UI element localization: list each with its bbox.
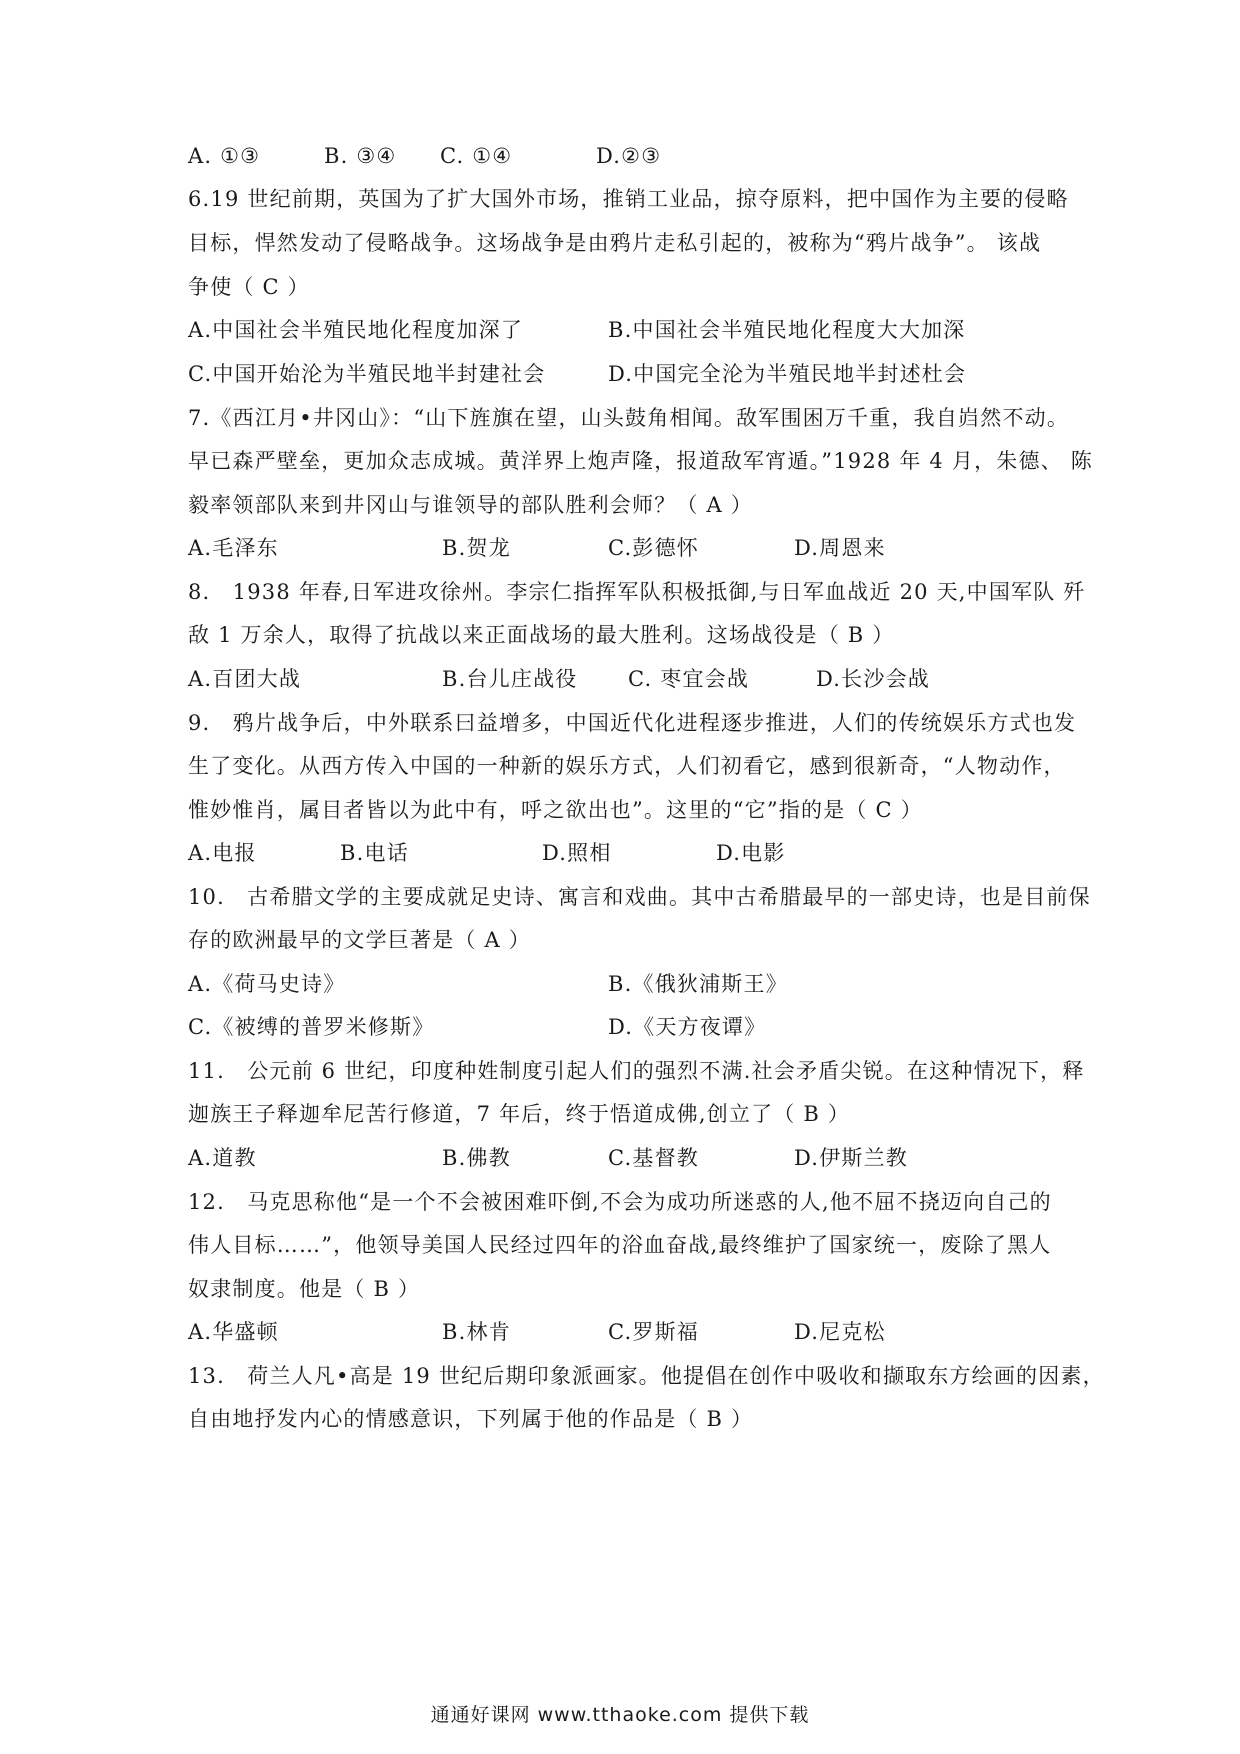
- q7-line-2: 早已森严壁垒，更加众志成城。黄洋界上炮声隆，报道敌军宵遁。”1928 年 4 月，朱德、 陈: [188, 449, 1093, 473]
- q13-line-2: 自由地抒发内心的情感意识，下列属于他的作品是（ B ）: [188, 1407, 754, 1431]
- q8-option-d: D.长沙会战: [816, 667, 930, 691]
- q9-option-d: D.电影: [716, 841, 786, 865]
- q6-option-a: A.中国社会半殖民地化程度加深了: [188, 318, 524, 342]
- q10-option-b: B.《俄狄浦斯王》: [608, 972, 788, 996]
- q10-option-c: C.《被缚的普罗米修斯》: [188, 1015, 435, 1039]
- q5-option-c: C. ①④: [440, 144, 513, 168]
- q6-option-b: B.中国社会半殖民地化程度大大加深: [608, 318, 966, 342]
- q5-option-b: B. ③④: [324, 144, 397, 168]
- q12-option-d: D.尼克松: [794, 1320, 886, 1344]
- q10-line-2: 存的欧洲最早的文学巨著是（ A ）: [188, 928, 531, 952]
- q11-line-2: 迦族王子释迦牟尼苦行修道，7 年后，终于悟道成佛,创立了（ B ）: [188, 1102, 851, 1126]
- q12-option-c: C.罗斯福: [608, 1320, 699, 1344]
- q11-option-d: D.伊斯兰教: [794, 1146, 908, 1170]
- q7-option-c: C.彭德怀: [608, 536, 699, 560]
- q6-line-3: 争使（ C ）: [188, 275, 310, 299]
- q5-option-d: D.②③: [596, 144, 662, 168]
- q12-option-a: A.华盛顿: [188, 1320, 279, 1344]
- q6-option-c: C.中国开始沦为半殖民地半封建社会: [188, 362, 546, 386]
- q13-line-1: 13. 荷兰人凡•高是 19 世纪后期印象派画家。他提倡在创作中吸收和撷取东方绘画的因素，: [188, 1364, 1105, 1388]
- q11-option-b: B.佛教: [442, 1146, 511, 1170]
- q7-line-3: 毅率领部队来到井冈山与谁领导的部队胜利会师？（ A ）: [188, 493, 753, 517]
- q9-option-c: D.照相: [542, 841, 612, 865]
- q7-option-a: A.毛泽东: [188, 536, 279, 560]
- q6-line-2: 目标，悍然发动了侵略战争。这场战争是由鸦片走私引起的，被称为“鸦片战争”。 该战: [188, 231, 1042, 255]
- page-footer: 通通好课网 www.tthaoke.com 提供下载: [430, 1704, 810, 1726]
- q11-line-1: 11. 公元前 6 世纪，印度种姓制度引起人们的强烈不满.社会矛盾尖锐。在这种情况下，释: [188, 1059, 1085, 1083]
- q11-option-a: A.道教: [188, 1146, 257, 1170]
- q9-option-b: B.电话: [340, 841, 409, 865]
- q10-option-d: D.《天方夜谭》: [608, 1015, 767, 1039]
- q9-line-1: 9. 鸦片战争后，中外联系曰益增多，中国近代化进程逐步推进，人们的传统娱乐方式也发: [188, 711, 1077, 735]
- q10-line-1: 10. 古希腊文学的主要成就足史诗、寓言和戏曲。其中古希腊最早的一部史诗，也是目前保: [188, 885, 1091, 909]
- q8-option-a: A.百团大战: [188, 667, 302, 691]
- q9-option-a: A.电报: [188, 841, 257, 865]
- q8-line-2: 敌 1 万余人，取得了抗战以来正面战场的最大胜利。这场战役是（ B ）: [188, 623, 895, 647]
- q9-line-2: 生了变化。从西方传入中国的一种新的娱乐方式，人们初看它，感到很新奇，“人物动作，: [188, 754, 1066, 778]
- q8-line-1: 8. 1938 年春,日军进攻徐州。李宗仁指挥军队积极抵御,与日军血战近 20 天,中国军队 歼: [188, 580, 1086, 604]
- q7-line-1: 7.《西江月•井冈山》：“山下旌旗在望，山头鼓角相闻。敌军围困万千重，我自岿然不动。: [188, 406, 1070, 430]
- q5-option-a: A. ①③: [188, 144, 261, 168]
- q10-option-a: A.《荷马史诗》: [188, 972, 346, 996]
- q12-line-1: 12. 马克思称他“是一个不会被困难吓倒,不会为成功所迷惑的人,他不屈不挠迈向自己的: [188, 1190, 1052, 1214]
- q12-line-2: 伟人目标……”，他领导美国人民经过四年的浴血奋战,最终维护了国家统一，废除了黑人: [188, 1233, 1052, 1257]
- q8-option-b: B.台儿庄战役: [442, 667, 578, 691]
- q12-option-b: B.林肯: [442, 1320, 511, 1344]
- q6-line-1: 6.19 世纪前期，英国为了扩大国外市场，推销工业品，掠夺原料，把中国作为主要的侵略: [188, 187, 1069, 211]
- q12-line-3: 奴隶制度。他是（ B ）: [188, 1277, 421, 1301]
- q7-option-b: B.贺龙: [442, 536, 511, 560]
- q8-option-c: C. 枣宜会战: [628, 667, 750, 691]
- q11-option-c: C.基督教: [608, 1146, 699, 1170]
- q7-option-d: D.周恩来: [794, 536, 886, 560]
- q9-line-3: 惟妙惟肖，属目者皆以为此中有，呼之欲出也”。这里的“它”指的是（ C ）: [188, 798, 923, 822]
- q6-option-d: D.中国完全沦为半殖民地半封述杜会: [608, 362, 967, 386]
